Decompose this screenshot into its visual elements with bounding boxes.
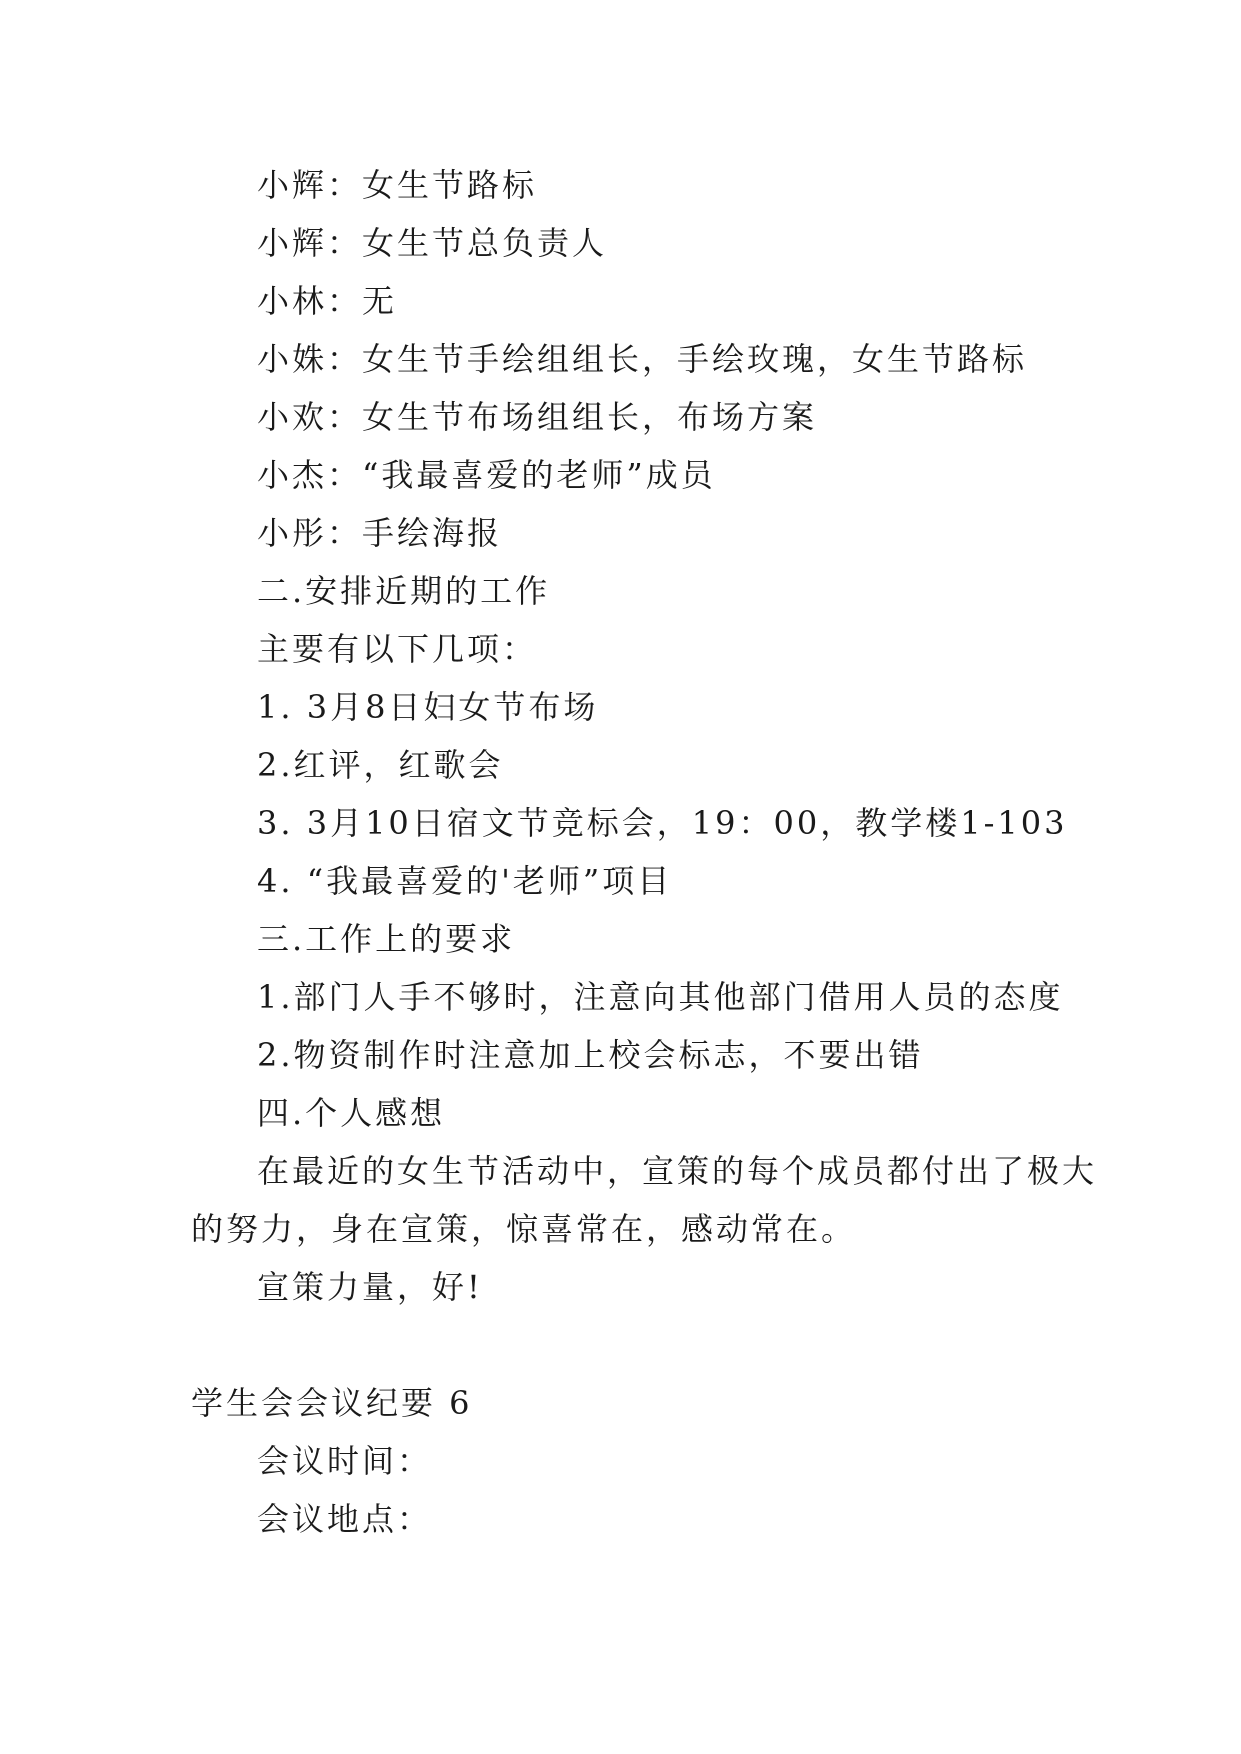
closing-line: 宣策力量，好! (257, 1268, 483, 1306)
section-heading-3: 三.工作上的要求 (257, 920, 516, 958)
assignment-line-4: 小姝：女生节手绘组组长，手绘玫瑰，女生节路标 (257, 340, 1028, 378)
meeting-location-label: 会议地点： (257, 1500, 433, 1538)
assignment-line-7: 小彤：手绘海报 (257, 514, 503, 552)
work-item-2: 2.红评，红歌会 (257, 746, 504, 784)
work-item-4: 4. “我最喜爱的'老师”项目 (257, 862, 673, 900)
assignment-line-3: 小林：无 (257, 282, 398, 320)
work-item-1: 1. 3月8日妇女节布场 (257, 688, 599, 726)
reflection-paragraph-line-2: 的努力，身在宣策，惊喜常在，感动常在。 (191, 1210, 857, 1248)
intro-line: 主要有以下几项： (257, 630, 538, 668)
section-heading-2: 二.安排近期的工作 (257, 572, 551, 610)
requirement-1: 1.部门人手不够时，注意向其他部门借用人员的态度 (257, 978, 1064, 1016)
reflection-paragraph-line-1: 在最近的女生节活动中，宣策的每个成员都付出了极大 (257, 1152, 1098, 1190)
requirement-2: 2.物资制作时注意加上校会标志，不要出错 (257, 1036, 924, 1074)
meeting-time-label: 会议时间： (257, 1442, 433, 1480)
assignment-line-5: 小欢：女生节布场组组长，布场方案 (257, 398, 818, 436)
work-item-3: 3. 3月10日宿文节竞标会，19：00，教学楼1-103 (257, 804, 1068, 842)
document-title: 学生会会议纪要 6 (191, 1384, 473, 1422)
assignment-line-6: 小杰：“我最喜爱的老师”成员 (257, 456, 716, 494)
section-heading-4: 四.个人感想 (257, 1094, 446, 1132)
assignment-line-2: 小辉：女生节总负责人 (257, 224, 608, 262)
assignment-line-1: 小辉：女生节路标 (257, 166, 538, 204)
